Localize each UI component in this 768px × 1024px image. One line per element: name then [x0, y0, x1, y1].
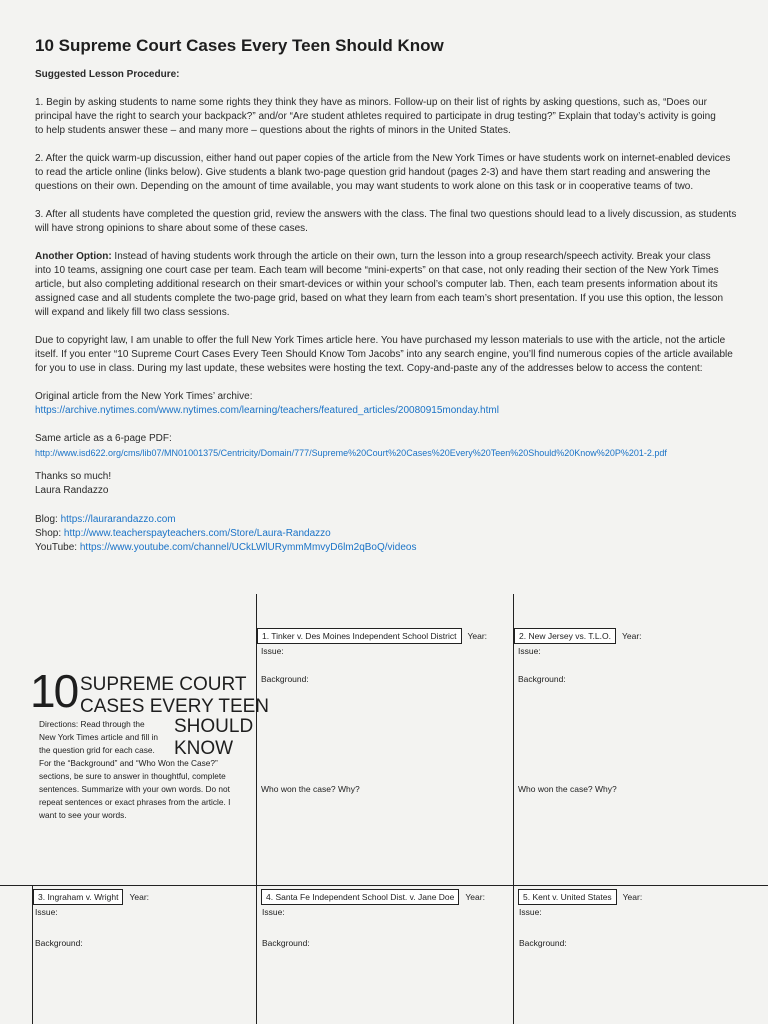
issue-label: Issue:	[261, 646, 284, 656]
paragraph-2	[35, 152, 735, 194]
year-label: Year:	[622, 892, 643, 902]
year-label: Year:	[467, 631, 488, 641]
case-3-name: 3. Ingraham v. Wright	[33, 889, 123, 905]
paragraph-4-line: into 10 teams, assigning one court case per team. Each team will become “mini-experts” on that case, not only reading their section of the New York Times	[35, 265, 719, 276]
original-article-label: Original article from the New York Times’ archive:	[35, 391, 253, 402]
paragraph-4	[35, 250, 735, 320]
paragraph-5-line: Due to copyright law, I am unable to offer the full New York Times article here. You have purchased my lesson materials to use with the article, not the article	[35, 335, 726, 346]
youtube-line	[35, 541, 735, 555]
thanks-text: Thanks so much!	[35, 471, 112, 482]
shop-line	[35, 527, 735, 541]
year-label: Year:	[465, 892, 485, 902]
issue-label: Issue:	[518, 646, 541, 656]
paragraph-4-line: will expand and likely fill two class sessions.	[35, 307, 230, 318]
paragraph-4-text: Instead of having students work through the article on their own, turn the lesson into a group research/speech activity. Break your class	[111, 251, 711, 262]
blog-link[interactable]: https://laurarandazzo.com	[60, 514, 176, 525]
case-1-header	[257, 628, 487, 644]
paragraph-4-line	[35, 250, 735, 264]
paragraph-3-line: 3. After all students have completed the question grid, review the answers with the class. The final two questions should lead to a lively discussion, as students	[35, 209, 737, 220]
directions-line: want to see your words.	[39, 810, 127, 820]
paragraph-1-line: principal have the right to search your backpack?” and/or “Are student athletes required to participate in drug testing?” Explain that today’s activity is going	[35, 111, 716, 122]
pdf-article-label: Same article as a 6-page PDF:	[35, 433, 172, 444]
pdf-article	[35, 432, 735, 460]
issue-label: Issue:	[35, 907, 58, 917]
paragraph-4-line: assigned case and all students complete the two-page grid, based on what they learn from each team’s short presentation. If you use this option, the lesson	[35, 293, 724, 304]
background-label: Background:	[35, 938, 83, 948]
blog-label: Blog:	[35, 514, 61, 525]
handout-title-line: SUPREME COURT	[80, 674, 247, 695]
paragraph-1	[35, 96, 735, 138]
directions-line: New York Times article and fill in	[39, 732, 158, 742]
who-won-label: Who won the case? Why?	[261, 784, 360, 794]
case-2-name: 2. New Jersey vs. T.L.O.	[514, 628, 616, 644]
case-5-header	[518, 889, 642, 905]
case-5-name: 5. Kent v. United States	[518, 889, 617, 905]
grid-divider	[256, 594, 257, 1024]
directions-line: For the “Background” and “Who Won the Case?”	[39, 758, 218, 768]
background-label: Background:	[262, 938, 310, 948]
paragraph-5-line: itself. If you enter “10 Supreme Court Cases Every Teen Should Know Tom Jacobs” into any search engine, you’ll find numerous copies of the article available	[35, 349, 733, 360]
who-won-label: Who won the case? Why?	[518, 784, 617, 794]
background-label: Background:	[519, 938, 567, 948]
case-4-name: 4. Santa Fe Independent School Dist. v. Jane Doe	[261, 889, 459, 905]
paragraph-5-line: for you to use in class. During my last update, these websites were hosting the text. Copy-and-paste any of the addresses below to access the content:	[35, 363, 703, 374]
directions-line: Directions: Read through the	[39, 719, 145, 729]
handout-title-line: KNOW	[174, 738, 234, 759]
year-label: Year:	[129, 892, 150, 902]
background-label: Background:	[518, 674, 566, 684]
directions-line: sections, be sure to answer in thoughtful, complete	[39, 771, 226, 781]
original-article	[35, 390, 735, 418]
year-label: Year:	[621, 631, 642, 641]
blog-line	[35, 513, 735, 527]
handout-number: 10	[30, 665, 78, 717]
sign-off	[35, 470, 735, 498]
youtube-link[interactable]: https://www.youtube.com/channel/UCkLWlURymmMmvyD6lm2qBoQ/videos	[79, 542, 417, 553]
background-label: Background:	[261, 674, 309, 684]
case-2-header	[514, 628, 642, 644]
handout-directions	[39, 718, 230, 822]
paragraph-3	[35, 208, 735, 236]
paragraph-1-line: 1. Begin by asking students to name some rights they think they have as minors. Follow-up on their list of rights by asking questions, such as, “Does our	[35, 97, 708, 108]
handout-title-line: CASES EVERY TEEN	[80, 696, 270, 717]
shop-link[interactable]: http://www.teacherspayteachers.com/Store/Laura-Randazzo	[63, 528, 331, 539]
paragraph-2-line: to read the article online (links below). Give students a blank two-page question grid handout (pages 2-3) and have them start reading and answering the	[35, 167, 711, 178]
directions-line: the question grid for each case.	[39, 745, 155, 755]
another-option-label: Another Option:	[35, 251, 112, 262]
case-4-header	[261, 889, 485, 905]
author-name: Laura Randazzo	[35, 485, 109, 496]
page-title: 10 Supreme Court Cases Every Teen Should Know	[35, 36, 444, 55]
grid-divider	[513, 594, 514, 1024]
paragraph-3-line: will have strong opinions to share about some of these cases.	[35, 223, 308, 234]
case-3-header	[33, 889, 149, 905]
directions-line: repeat sentences or exact phrases from the article. I	[39, 797, 231, 807]
paragraph-2-line: 2. After the quick warm-up discussion, either hand out paper copies of the article from the New York Times or have students work on internet-enabled devices	[35, 153, 731, 164]
shop-label: Shop:	[35, 528, 64, 539]
original-article-link[interactable]: https://archive.nytimes.com/www.nytimes.com/learning/teachers/featured_articles/20080915monday.html	[35, 405, 499, 416]
paragraph-1-line: to help students answer these – and many more – questions about the rights of minors in the United States.	[35, 125, 511, 136]
author-links	[35, 513, 735, 555]
youtube-label: YouTube:	[35, 542, 80, 553]
case-1-name: 1. Tinker v. Des Moines Independent School District	[257, 628, 462, 644]
lesson-heading: Suggested Lesson Procedure:	[35, 69, 180, 80]
grid-divider	[0, 885, 768, 886]
handout-title-line: SHOULD	[174, 716, 254, 737]
paragraph-2-line: questions on their own. Depending on the amount of time available, you may want students to work alone on this task or in cooperative teams of two.	[35, 181, 694, 192]
pdf-article-link[interactable]: http://www.isd622.org/cms/lib07/MN01001375/Centricity/Domain/777/Supreme%20Court%20Cases%20Every%20Teen%20Should%20Know%20P%201-2.pdf	[35, 448, 667, 458]
paragraph-4-line: article, but also completing additional research on their smart-devices or within your school’s computer lab. Then, each team presents information about its	[35, 279, 718, 290]
issue-label: Issue:	[519, 907, 542, 917]
paragraph-5	[35, 334, 735, 376]
issue-label: Issue:	[262, 907, 285, 917]
directions-line: sentences. Summarize with your own words. Do not	[39, 784, 230, 794]
grid-divider	[32, 885, 33, 1024]
